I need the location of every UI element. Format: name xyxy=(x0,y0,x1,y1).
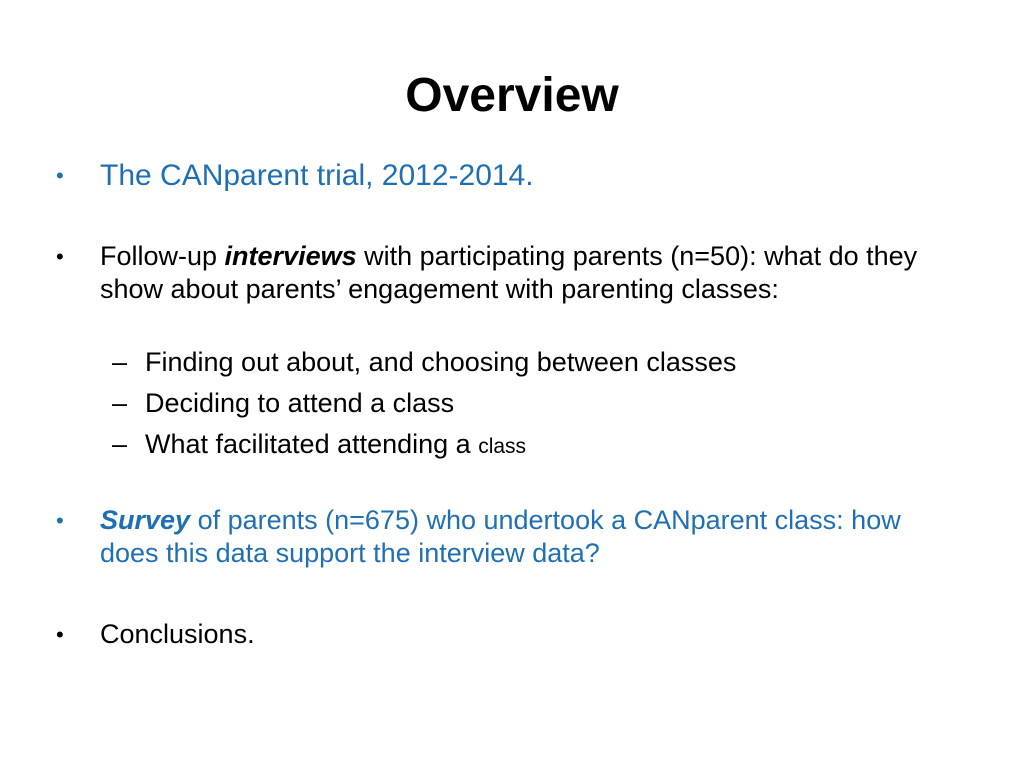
sub-bullet-text-small: class xyxy=(478,435,527,458)
sub-bullet-text xyxy=(145,428,925,463)
bullet-dot: • xyxy=(56,163,64,188)
bullet-text-suffix: of parents (n=675) who undertook a CANparent class: how does this data support the interview data? xyxy=(100,505,901,568)
bullet-text-emphasis: interviews xyxy=(224,241,357,271)
sub-bullet-dash: – xyxy=(112,347,128,377)
sub-bullet-text: Deciding to attend a class xyxy=(145,388,455,418)
bullet-text xyxy=(100,240,960,306)
sub-bullet-dash: – xyxy=(112,388,128,418)
sub-bullet-text-prefix: What facilitated attending a xyxy=(145,429,479,459)
bullet-text: The CANparent trial, 2012-2014. xyxy=(100,159,534,192)
bullet-text xyxy=(100,504,960,570)
bullet-dot: • xyxy=(56,622,64,647)
bullet-dot: • xyxy=(56,508,64,533)
bullet-dot: • xyxy=(56,244,64,269)
sub-bullet-dash: – xyxy=(112,429,128,459)
bullet-text-emphasis: Survey xyxy=(100,505,191,535)
bullet-text: Conclusions. xyxy=(100,619,255,649)
slide-title: Overview xyxy=(405,69,619,122)
bullet-text-prefix: Follow-up xyxy=(100,241,225,271)
sub-bullet-text: Finding out about, and choosing between classes xyxy=(145,347,737,377)
bullet-text-suffix: with participating parents (n=50): what do they show about parents’ engagement with parenting classes: xyxy=(100,241,918,304)
